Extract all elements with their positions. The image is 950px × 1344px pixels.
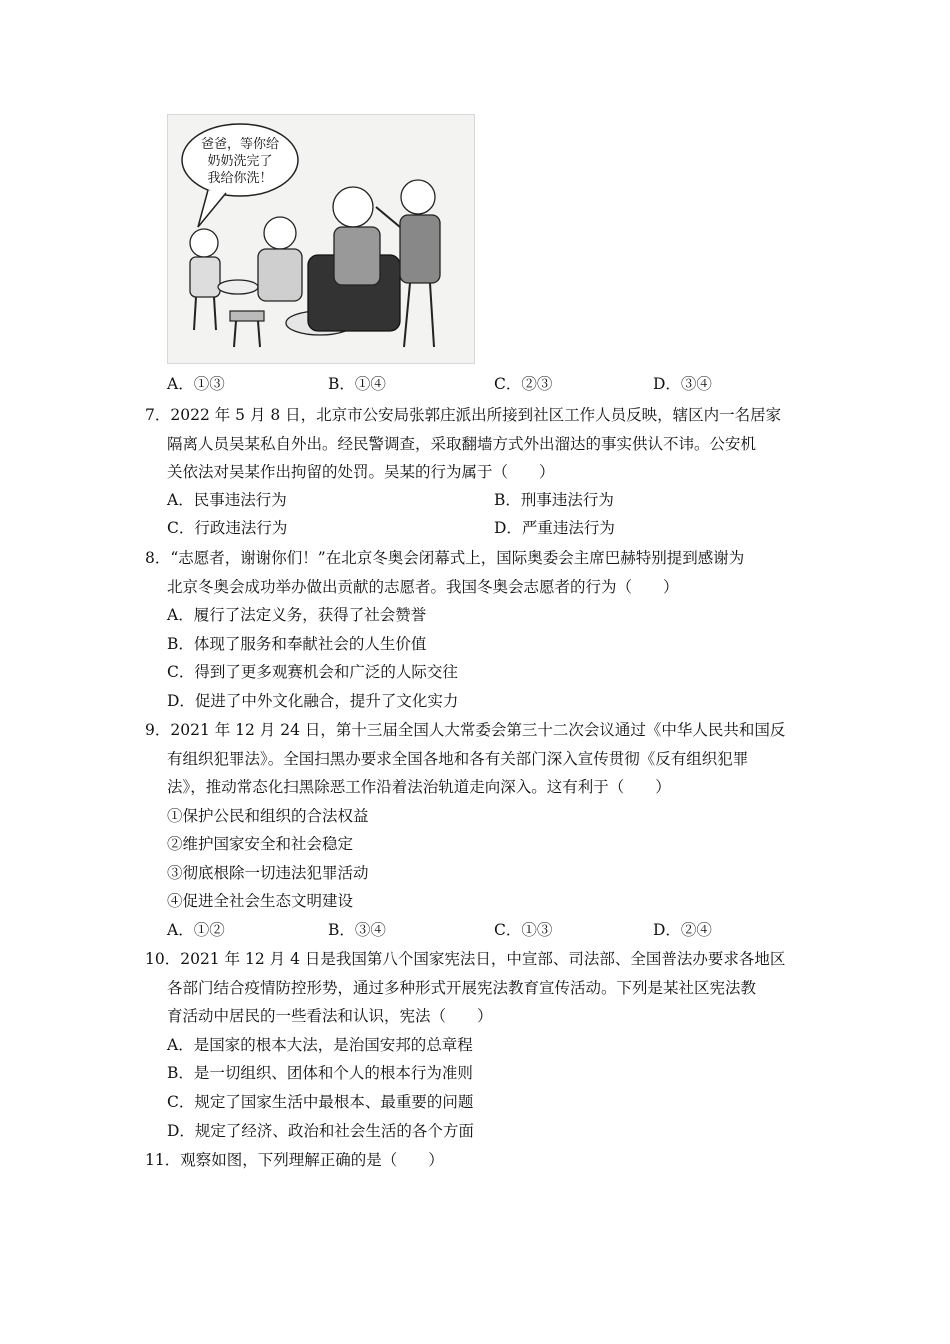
q7-option-b[interactable]: B．刑事违法行为 — [494, 491, 614, 509]
q10-stem-line-2: 各部门结合疫情防控形势，通过多种形式开展宪法教育宣传活动。下列是某社区宪法教 — [167, 979, 757, 997]
q10-option-a[interactable]: A．是国家的根本大法，是治国安邦的总章程 — [167, 1036, 473, 1054]
q10-option-b[interactable]: B．是一切组织、团体和个人的根本行为准则 — [167, 1064, 473, 1082]
q8-stem-line-1: 8．“志愿者，谢谢你们！”在北京冬奥会闭幕式上，国际奥委会主席巴赫特别提到感谢为 — [145, 549, 745, 567]
q7-option-d[interactable]: D．严重违法行为 — [494, 519, 615, 537]
q9-option-c[interactable]: C．①③ — [494, 921, 553, 939]
q6-option-b[interactable]: B．①④ — [328, 375, 386, 393]
q9-option-b[interactable]: B．③④ — [328, 921, 386, 939]
q8-option-d[interactable]: D．促进了中外文化融合，提升了文化实力 — [167, 692, 459, 710]
bubble-line-1: 爸爸，等你给 — [200, 137, 280, 152]
bubble-line-3: 我给你洗！ — [207, 171, 273, 186]
q6-option-c[interactable]: C．②③ — [494, 375, 553, 393]
q7-stem-line-1: 7．2022 年 5 月 8 日，北京市公安局张郭庄派出所接到社区工作人员反映，辖区内一名居家 — [145, 406, 782, 424]
q7-stem-line-2: 隔离人员吴某私自外出。经民警调查，采取翻墙方式外出溜达的事实供认不讳。公安机 — [167, 435, 757, 453]
q6-option-d[interactable]: D．③④ — [653, 375, 712, 393]
q9-option-d[interactable]: D．②④ — [653, 921, 712, 939]
q9-stem-line-1: 9．2021 年 12 月 24 日，第十三届全国人大常委会第三十二次会议通过《中华人民共和国反 — [145, 721, 786, 739]
q11-stem-line-1: 11．观察如图，下列理解正确的是（ ） — [145, 1151, 444, 1169]
q9-stem-line-2: 有组织犯罪法》。全国扫黑办要求全国各地和各有关部门深入宣传贯彻《反有组织犯罪 — [167, 750, 749, 768]
q8-option-b[interactable]: B．体现了服务和奉献社会的人生价值 — [167, 635, 427, 653]
q6-option-a[interactable]: A．①③ — [167, 375, 225, 393]
q9-item-1: ①保护公民和组织的合法权益 — [167, 807, 369, 825]
q10-option-d[interactable]: D．规定了经济、政治和社会生活的各个方面 — [167, 1122, 474, 1140]
cartoon-drawing — [168, 115, 474, 363]
q9-item-2: ②维护国家安全和社会稳定 — [167, 835, 354, 853]
q10-option-c[interactable]: C．规定了国家生活中最根本、最重要的问题 — [167, 1093, 474, 1111]
q9-item-4: ④促进全社会生态文明建设 — [167, 892, 354, 910]
q8-option-c[interactable]: C．得到了更多观赛机会和广泛的人际交往 — [167, 663, 458, 681]
q8-stem-line-2: 北京冬奥会成功举办做出贡献的志愿者。我国冬奥会志愿者的行为（ ） — [167, 578, 679, 596]
q7-option-c[interactable]: C．行政违法行为 — [167, 519, 288, 537]
q7-option-a[interactable]: A．民事违法行为 — [167, 491, 287, 509]
q9-item-3: ③彻底根除一切违法犯罪活动 — [167, 864, 369, 882]
q9-option-a[interactable]: A．①② — [167, 921, 225, 939]
bubble-line-2: 奶奶洗完了 — [207, 154, 273, 169]
q10-stem-line-1: 10．2021 年 12 月 4 日是我国第八个国家宪法日，中宣部、司法部、全国普法办要求各地区 — [145, 950, 786, 968]
q7-stem-line-3: 关依法对吴某作出拘留的处罚。吴某的行为属于（ ） — [167, 463, 555, 481]
cartoon-illustration — [167, 114, 475, 364]
q9-stem-line-3: 法》，推动常态化扫黑除恶工作沿着法治轨道走向深入。这有利于（ ） — [167, 778, 671, 796]
q8-option-a[interactable]: A．履行了法定义务，获得了社会赞誉 — [167, 606, 427, 624]
q10-stem-line-3: 育活动中居民的一些看法和认识，宪法（ ） — [167, 1007, 493, 1025]
